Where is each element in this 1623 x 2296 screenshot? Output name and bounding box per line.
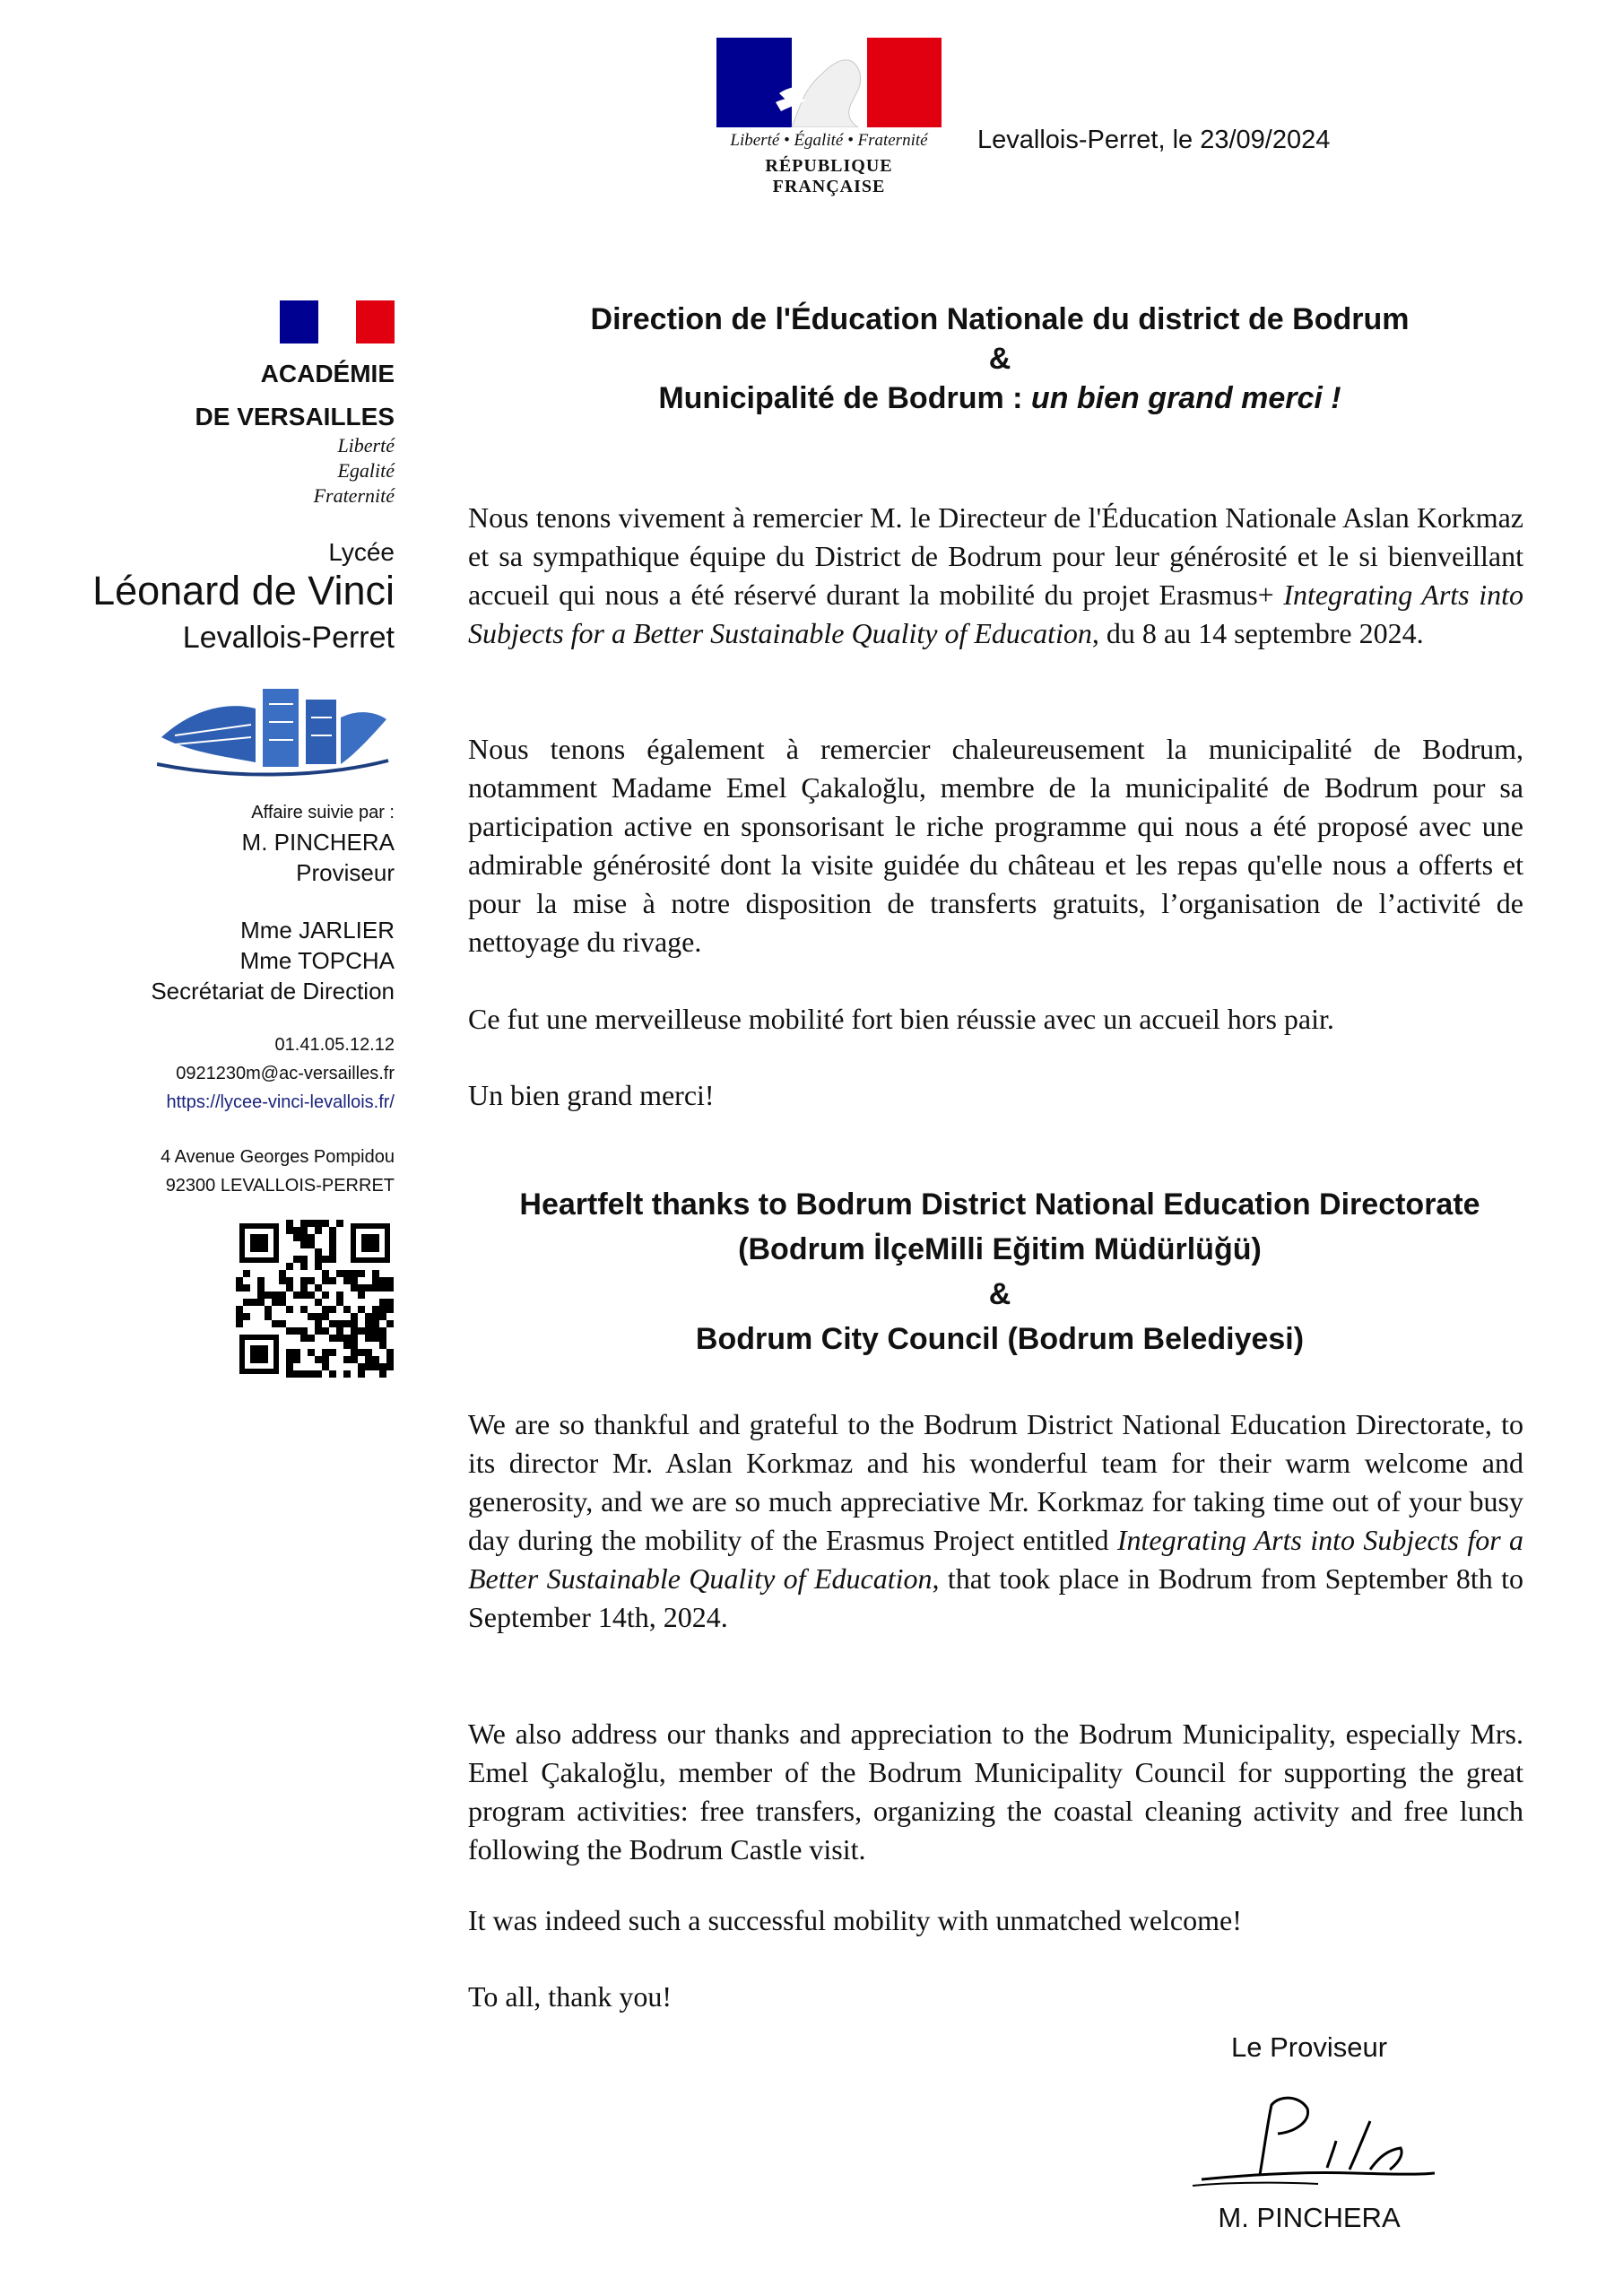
marianne-flag-icon: [716, 38, 942, 127]
signature-title: Le Proviseur: [1230, 2031, 1388, 2063]
academie-line-2: DE VERSAILLES: [195, 403, 395, 430]
lycee-logo-icon: [157, 682, 390, 785]
french-heading: [466, 300, 1533, 418]
republic-name: RÉPUBLIQUE FRANÇAISE: [765, 156, 893, 196]
sidebar: [54, 300, 395, 1377]
lycee-city: Levallois-Perret: [182, 621, 395, 655]
english-paragraph-1: [468, 1405, 1523, 1637]
motto-fraternite: Fraternité: [313, 484, 395, 507]
french-p1-dates: , du 8 au 14 septembre 2024.: [1091, 617, 1424, 649]
secretary-1: Mme JARLIER: [240, 917, 395, 944]
contact-name: M. PINCHERA: [241, 829, 395, 856]
french-paragraph-1: [468, 499, 1523, 653]
french-paragraph-4: Un bien grand merci!: [468, 1079, 715, 1111]
contact-role: Proviseur: [296, 859, 395, 886]
phone: 01.41.05.12.12: [274, 1035, 395, 1055]
english-p1-text: We are so thankful and grateful to the Bodrum District National Education Directorate, to its director Mr. Aslan Korkmaz and his wonderful team for their warm welcome and generosity, and we are so much appreciative Mr. Korkmaz for taking time out of your busy day during the mobility of the Erasmus Project entitled: [468, 1408, 1523, 1556]
address-line-1: 4 Avenue Georges Pompidou: [161, 1147, 395, 1167]
lycee-label: Lycée: [328, 538, 395, 566]
affaire-label: Affaire suivie par :: [251, 803, 395, 822]
english-paragraph-2: We also address our thanks and appreciation to the Bodrum Municipality, especially Mrs. Emel Çakaloğlu, member of the Bodrum Municipality Council for supporting the great program activities: free transfers, organizing the coastal cleaning activity and free lunch following the Bodrum Castle visit.: [468, 1718, 1523, 1866]
french-title-line-3: [466, 378, 1533, 418]
signature-block: [1175, 2031, 1444, 2247]
french-title-line-1: Direction de l'Éducation Nationale du district de Bodrum: [590, 302, 1410, 336]
academie-motto: [314, 433, 395, 509]
english-title-amp: &: [988, 1277, 1011, 1311]
english-p1-dates: , that took place in Bodrum from September 8th to September 14th, 2024.: [468, 1562, 1524, 1633]
secretary-role: Secrétariat de Direction: [151, 978, 395, 1004]
website-link[interactable]: https://lycee-vinci-levallois.fr/: [166, 1092, 395, 1112]
academie-flag-icon: [280, 300, 395, 344]
qr-code-icon: [236, 1220, 394, 1382]
french-paragraph-2: Nous tenons également à remercier chaleureusement la municipalité de Bodrum, notamment Madame Emel Çakaloğlu, membre de la municipalité de Bodrum pour sa participation active en sponsorisant le riche programme qui nous a été proposé avec une admirable générosité dont la visite guidée du château et les repas qu'elle nous a offerts et pour la mise à notre disposition de transferts gratuits, l’organisation de l’activité de nettoyage du rivage.: [468, 733, 1523, 958]
academie-title: [195, 352, 395, 439]
lycee-name: Léonard de Vinci: [92, 568, 395, 613]
place-date: Levallois-Perret, le 23/09/2024: [977, 126, 1331, 154]
republic-motto: Liberté • Égalité • Fraternité: [730, 131, 928, 150]
handwritten-signature-icon: [1175, 2085, 1444, 2202]
academie-line-1: ACADÉMIE: [260, 360, 395, 387]
french-p1-project-title: Integrating Arts into Subjects for a Better Sustainable Quality of Education: [468, 578, 1524, 649]
motto-egalite: Egalité: [337, 459, 395, 482]
french-title-amp: &: [988, 342, 1011, 376]
english-title-line-2: (Bodrum İlçeMilli Eğitim Müdürlüğü): [738, 1232, 1262, 1266]
address-line-2: 92300 LEVALLOIS-PERRET: [165, 1176, 395, 1196]
english-paragraph-4: To all, thank you!: [468, 1980, 673, 2013]
english-title-line-4: Bodrum City Council (Bodrum Belediyesi): [695, 1322, 1305, 1356]
french-paragraph-3: Ce fut une merveilleuse mobilité fort bien réussie avec un accueil hors pair.: [468, 1003, 1334, 1035]
french-title-municipalite: Municipalité de Bodrum :: [658, 381, 1031, 415]
secretary-2: Mme TOPCHA: [239, 947, 395, 974]
republique-francaise-logo: [710, 38, 948, 196]
french-p1-text: Nous tenons vivement à remercier M. le Directeur de l'Éducation Nationale Aslan Korkmaz et sa sympathique équipe du District de Bodrum pour leur générosité et le si bienveillant accueil qui nous a été réservé durant la mobilité du projet Erasmus+: [468, 501, 1523, 611]
motto-liberte: Liberté: [337, 434, 395, 457]
signature-name: M. PINCHERA: [1218, 2202, 1401, 2233]
email-link[interactable]: 0921230m@ac-versailles.fr: [176, 1064, 395, 1083]
english-title-line-1: Heartfelt thanks to Bodrum District National Education Directorate: [519, 1187, 1480, 1222]
french-title-merci: un bien grand merci !: [1030, 381, 1341, 415]
english-heading: [466, 1182, 1533, 1361]
english-paragraph-3: It was indeed such a successful mobility with unmatched welcome!: [468, 1904, 1242, 1936]
english-p1-project-title: Integrating Arts into Subjects for a Better Sustainable Quality of Education: [468, 1524, 1524, 1595]
